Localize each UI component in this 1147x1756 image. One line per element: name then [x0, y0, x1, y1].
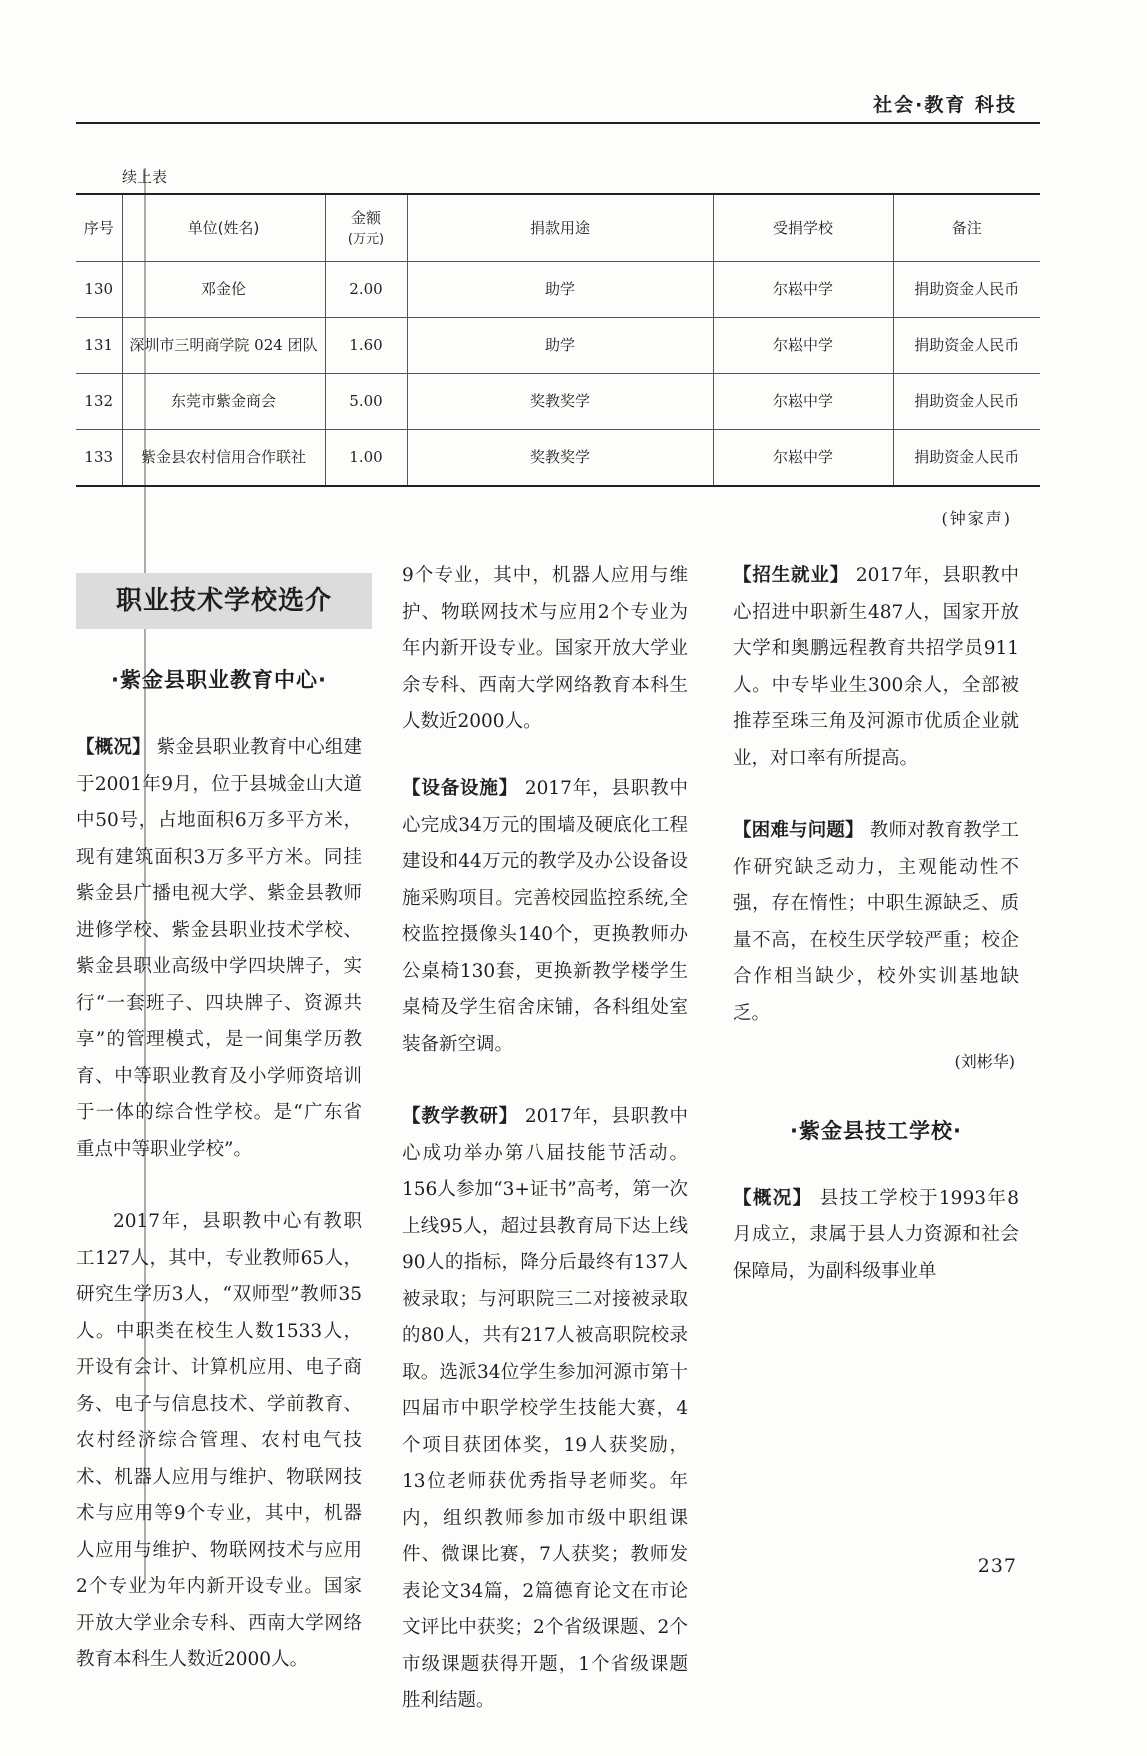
facilities-paragraph — [402, 771, 688, 1063]
staff-paragraph — [76, 1204, 362, 1679]
cell-remark: 捐助资金人民币 — [893, 374, 1040, 430]
cell-school: 尔崧中学 — [713, 430, 893, 487]
cell-unit: 紫金县农村信用合作联社 — [122, 430, 325, 487]
cell-amount: 1.60 — [325, 318, 407, 374]
cell-unit: 邓金伦 — [122, 262, 325, 318]
column-header-school: 受捐学校 — [713, 194, 893, 262]
section-tag: 【设备设施】 — [402, 778, 519, 799]
school2-overview-paragraph — [733, 1181, 1019, 1291]
cell-purpose: 助学 — [407, 262, 713, 318]
column-header-purpose: 捐款用途 — [407, 194, 713, 262]
paragraph-text: 2017年，县职教中心成功举办第八届技能节活动。156人参加“3+证书”高考，第一次上线95人，超过县教育局下达上线90人的指标，降分后最终有137人被录取；与河职院三二对接被录取的80人，共有217人被高职院校录取。选派34位学生参加河源市第十四届市中职学校学生技能大赛，4个项目获团体奖，19人获奖励，13位老师获优秀指导老师奖。年内，组织教师参加市级中职组课件、微课比赛，7人获奖；教师发表论文34篇，2篇德育论文在市论文评比中获奖；2个省级课题、2个市级课题获得开题，1个省级课题胜利结题。 — [402, 1106, 688, 1711]
paragraph-text: 县技工学校于1993年8月成立，隶属于县人力资源和社会保障局，为副科级事业单 — [733, 1187, 1019, 1282]
cell-amount: 1.00 — [325, 430, 407, 487]
section-tag: 【概况】 — [733, 1187, 813, 1209]
cell-school: 尔崧中学 — [713, 374, 893, 430]
school-title: ·紫金县技工学校· — [790, 1118, 962, 1143]
section-tag: 【概况】 — [76, 737, 151, 758]
paragraph-text: 紫金县职业教育中心组建于2001年9月，位于县城金山大道中50号，占地面积6万多平方米，现有建筑面积3万多平方米。同挂紫金县广播电视大学、紫金县教师进修学校、紫金县职业技术学校、紫金县职业高级中学四块牌子，实行“一套班子、四块牌子、资源共享”的管理模式，是一间集学历教育、中等职业教育及小学师资培训于一体的综合性学校。是“广东省重点中等职业学校”。 — [76, 737, 362, 1160]
section-header: 社会·教育 科技 — [873, 94, 1017, 116]
cell-amount: 2.00 — [325, 262, 407, 318]
cell-school: 尔崧中学 — [713, 262, 893, 318]
table-author-credit: (钟家声) — [941, 509, 1012, 528]
cell-remark: 捐助资金人民币 — [893, 430, 1040, 487]
header-rule — [76, 122, 1040, 124]
enrollment-paragraph — [733, 558, 1019, 777]
cell-remark: 捐助资金人民币 — [893, 318, 1040, 374]
article-author-credit: (刘彬华) — [954, 1052, 1015, 1071]
paragraph-text: 2017年，县职教中心完成34万元的围墙及硬底化工程建设和44万元的教学及办公设备设施采购项目。完善校园监控系统,全校监控摄像头140个，更换教师办公桌椅130套，更换新教学楼学生桌椅及学生宿舍床铺，各科组处室装备新空调。 — [402, 778, 688, 1055]
cell-purpose: 奖教奖学 — [407, 374, 713, 430]
cell-unit: 深圳市三明商学院 024 团队 — [122, 318, 325, 374]
column-header-no: 序号 — [76, 194, 122, 262]
table-row — [76, 374, 1040, 430]
section-title: 职业技术学校选介 — [76, 573, 372, 629]
cell-school: 尔崧中学 — [713, 318, 893, 374]
table-continued-label: 续上表 — [122, 168, 168, 186]
cell-amount: 5.00 — [325, 374, 407, 430]
cell-remark: 捐助资金人民币 — [893, 262, 1040, 318]
table-row — [76, 318, 1040, 374]
table-row — [76, 430, 1040, 487]
staff-paragraph-continued — [402, 558, 688, 733]
text-column-2 — [402, 558, 688, 1756]
column-header-remark: 备注 — [893, 194, 1040, 262]
donations-table — [76, 193, 1040, 487]
column-header-unit: 单位(姓名) — [122, 194, 325, 262]
cell-no: 131 — [76, 318, 122, 374]
cell-purpose: 奖教奖学 — [407, 430, 713, 487]
section-tag: 【教学教研】 — [402, 1106, 519, 1127]
paragraph-text: 2017年，县职教中心招进中职新生487人，国家开放大学和奥鹏远程教育共招学员911人。中专毕业生300余人，全部被推荐至珠三角及河源市优质企业就业，对口率有所提高。 — [733, 565, 1019, 769]
cell-purpose: 助学 — [407, 318, 713, 374]
school-title: ·紫金县职业教育中心· — [111, 668, 327, 692]
overview-paragraph — [76, 730, 362, 1168]
amount-label: 金额 — [350, 209, 381, 227]
cell-no: 132 — [76, 374, 122, 430]
cell-unit: 东莞市紫金商会 — [122, 374, 325, 430]
text-column-3 — [733, 558, 1019, 1326]
cell-no: 130 — [76, 262, 122, 318]
text-column-1 — [76, 660, 362, 1715]
amount-unit-label: (万元) — [347, 231, 385, 247]
paragraph-text-continued: 9个专业，其中，机器人应用与维护、物联网技术与应用2个专业为年内新开设专业。国家开放大学业余专科、西南大学网络教育本科生人数近2000人。 — [402, 565, 688, 732]
table-header-row — [76, 194, 1040, 262]
section-tag: 【招生就业】 — [733, 565, 850, 586]
column-header-amount — [325, 194, 407, 262]
cell-no: 133 — [76, 430, 122, 487]
page-number: 237 — [977, 1555, 1017, 1577]
problems-paragraph — [733, 813, 1019, 1032]
section-tag: 【困难与问题】 — [733, 820, 864, 841]
teaching-paragraph — [402, 1099, 688, 1720]
paragraph-text: 2017年，县职教中心有教职工127人，其中，专业教师65人，研究生学历3人，“双师型”教师35人。中职类在校生人数1533人，开设有会计、计算机应用、电子商务、电子与信息技术、学前教育、农村经济综合管理、农村电气技术、机器人应用与维护、物联网技术与应用等9个专业，其中，机器人应用与维护、物联网技术与应用2个专业为年内新开设专业。国家开放大学业余专科、西南大学网络教育本科生人数近2000人。 — [76, 1211, 362, 1670]
paragraph-text: 教师对教育教学工作研究缺乏动力，主观能动性不强，存在惰性；中职生源缺乏、质量不高，在校生厌学较严重；校企合作相当缺少，校外实训基地缺乏。 — [733, 820, 1019, 1024]
table-row — [76, 262, 1040, 318]
